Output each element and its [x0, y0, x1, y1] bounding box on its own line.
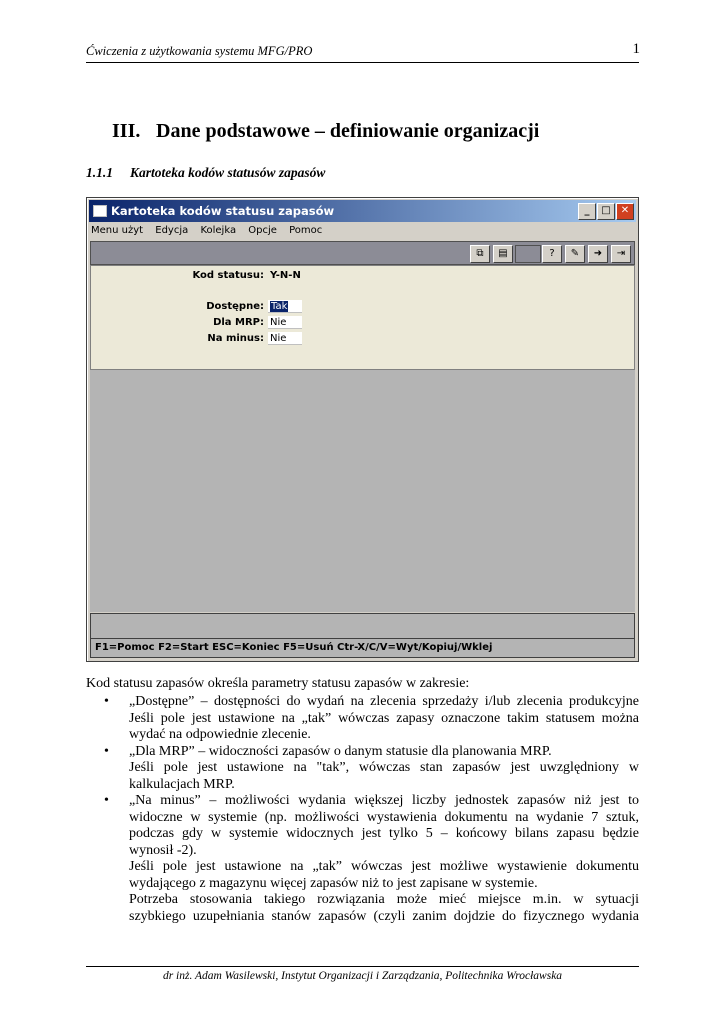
menu-item-opcje[interactable]: Opcje — [248, 225, 277, 236]
app-icon — [93, 205, 107, 217]
edit-icon[interactable]: ✎ — [565, 245, 585, 263]
na-minus-label: Na minus: — [207, 333, 264, 344]
list-line: „Dla MRP” – widoczności zapasów o danym statusie dla planowania MRP. — [129, 743, 552, 759]
na-minus-field[interactable]: Nie — [268, 332, 302, 345]
list-line: „Na minus” – możliwości wydania większej liczby jednostek zapasów niż jest to — [129, 793, 639, 808]
section-title: Kartoteka kodów statusów zapasów — [130, 165, 326, 180]
app-window — [86, 197, 639, 662]
list-line: „Dostępne” – dostępności do wydań na zlecenia sprzedaży i/lub zlecenia produkcyjne — [129, 694, 639, 709]
dla-mrp-field[interactable]: Nie — [268, 316, 302, 329]
maximize-button[interactable]: □ — [597, 203, 615, 220]
list-item — [86, 694, 639, 744]
bullet-mark: • — [104, 694, 109, 709]
toolbar-separator — [515, 245, 541, 263]
list-item — [86, 793, 639, 925]
list-line: Potrzeba stosowania takiego rozwiązania może mieć miejsce m.in. w sytuacji — [129, 892, 639, 907]
menu-item-kolejka[interactable]: Kolejka — [200, 225, 237, 236]
dostepne-field[interactable] — [268, 300, 302, 313]
list-line: wynosił -2). — [129, 842, 197, 858]
copy-icon[interactable]: ⧉ — [470, 245, 490, 263]
window-title: Kartoteka kodów statusu zapasów — [111, 204, 335, 218]
footer-divider — [86, 966, 639, 967]
navigate-icon[interactable]: ➜ — [588, 245, 608, 263]
paste-icon[interactable]: ▤ — [493, 245, 513, 263]
toolbar — [90, 241, 635, 265]
list-line: Jeśli pole jest ustawione na "tak”, wówczas stan zapasów jest uwzględniony w — [129, 760, 639, 775]
status-bar: F1=Pomoc F2=Start ESC=Koniec F5=Usuń Ctr-X/C/V=Wyt/Kopiuj/Wklej — [90, 638, 635, 658]
menu-item-menu-uzyt[interactable]: Menu użyt — [91, 225, 144, 236]
message-area — [90, 613, 635, 639]
dostepne-label: Dostępne: — [206, 301, 264, 312]
list-line: Jeśli pole jest ustawione na „tak” wówczas zapasy oznaczone takim statusem można — [129, 710, 639, 726]
list-line: wydającego z magazynu więcej zapasów niż to jest zapisane w systemie. — [129, 875, 538, 891]
empty-frame-area — [90, 370, 635, 612]
chapter-number: III. — [112, 120, 141, 142]
bullet-mark: • — [104, 793, 109, 808]
list-line: widoczne w systemie (np. możliwości wystawienia dokumentu na wydanie 7 sztuk, — [129, 809, 639, 825]
bullet-list — [86, 694, 639, 925]
chapter-title: Dane podstawowe – definiowanie organizacji — [156, 120, 540, 142]
list-line: kalkulacjach MRP. — [129, 776, 235, 792]
section-number: 1.1.1 — [86, 165, 113, 180]
dla-mrp-label: Dla MRP: — [213, 317, 264, 328]
section-heading — [86, 165, 325, 181]
minimize-button[interactable]: _ — [578, 203, 596, 220]
exit-icon[interactable]: ⇥ — [611, 245, 631, 263]
menu-item-edycja[interactable]: Edycja — [155, 225, 189, 236]
list-line: szybkiego uzupełniania stanów zapasów (czyli zanim dojdzie do fizycznego wydania — [129, 908, 639, 924]
page-number: 1 — [632, 41, 640, 57]
header-divider — [86, 62, 639, 63]
help-icon[interactable]: ? — [542, 245, 562, 263]
list-item — [86, 744, 639, 794]
list-line: podczas gdy w systemie widocznych jest tylko 5 – końcowy bilans zapasu będzie — [129, 826, 639, 841]
close-button[interactable]: ✕ — [616, 203, 634, 220]
menu-item-pomoc[interactable]: Pomoc — [289, 225, 323, 236]
bullet-mark: • — [104, 743, 109, 759]
list-line: Jeśli pole jest ustawione na „tak” wówczas jest możliwe wystawienie dokumentu — [129, 859, 639, 874]
kod-statusu-label: Kod statusu: — [192, 270, 264, 281]
page-footer: dr inż. Adam Wasilewski, Instytut Organizacji i Zarządzania, Politechnika Wrocławska — [162, 970, 563, 982]
status-form — [90, 265, 635, 370]
page-header-title: Ćwiczenia z użytkowania systemu MFG/PRO — [86, 44, 313, 58]
list-line: wydać na odpowiednie zlecenie. — [129, 727, 311, 742]
window-titlebar[interactable] — [89, 200, 636, 222]
intro-paragraph: Kod statusu zapasów określa parametry statusu zapasów w zakresie: — [86, 676, 470, 691]
menu-bar — [91, 225, 331, 236]
chapter-heading — [112, 120, 539, 143]
dostepne-value: Tak — [271, 301, 288, 312]
kod-statusu-value: Y-N-N — [270, 270, 301, 281]
